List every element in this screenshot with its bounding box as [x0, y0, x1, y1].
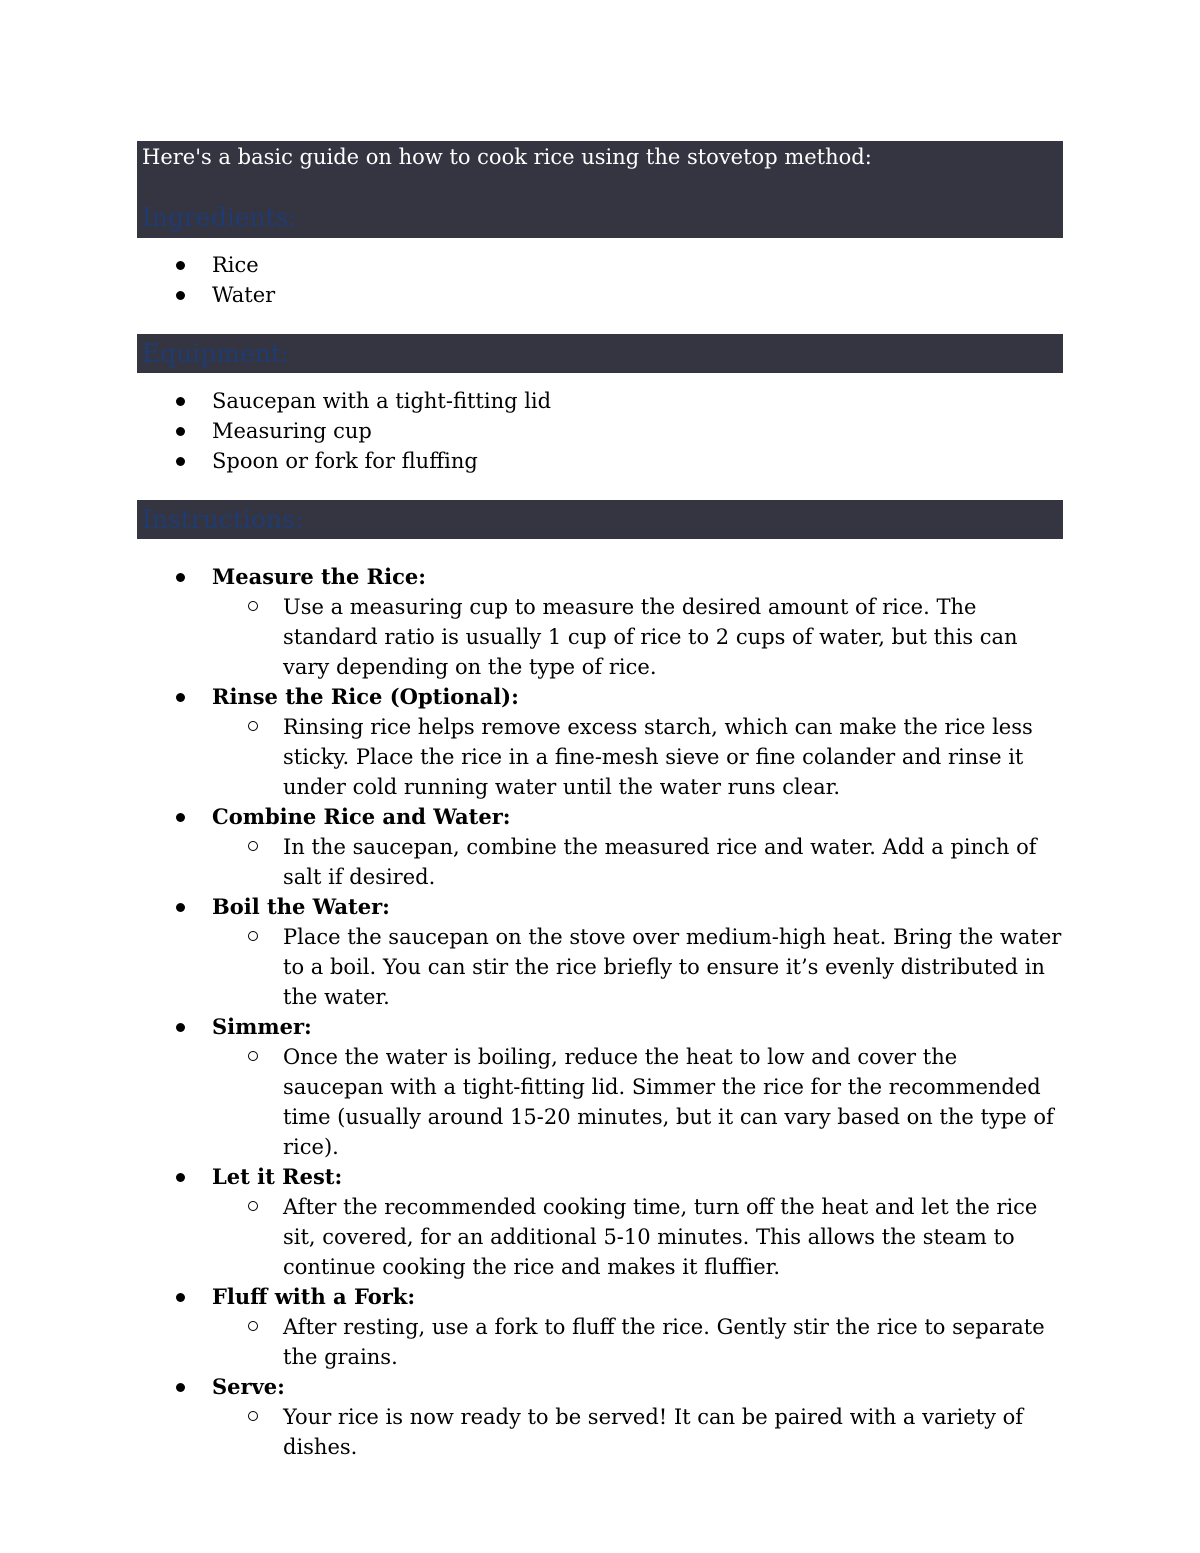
ingredient-label: Rice — [212, 253, 259, 277]
step-detail-text: Once the water is boiling, reduce the heat to low and cover the saucepan with a tight-fitting lid. Simmer the rice for the recommended time (usually around 15-20 minutes, but it can vary based on the type of rice). — [283, 1045, 1054, 1159]
step-title: Measure the Rice: — [212, 564, 427, 589]
bullet-icon — [176, 693, 185, 702]
step-title: Combine Rice and Water: — [212, 804, 511, 829]
step-detail — [212, 592, 1063, 682]
step-detail — [212, 832, 1063, 892]
bullet-icon — [176, 813, 185, 822]
equipment-label: Spoon or fork for fluffing — [212, 449, 478, 473]
step-detail-list — [212, 712, 1200, 802]
step-detail-text: Your rice is now ready to be served! It can be paired with a variety of dishes. — [283, 1405, 1024, 1459]
bullet-icon — [176, 427, 185, 436]
step-detail-list — [212, 922, 1200, 1012]
intro-text: Here's a basic guide on how to cook rice using the stovetop method: — [142, 145, 872, 169]
instructions-heading: Instructions: — [142, 505, 304, 534]
list-item — [0, 416, 1200, 446]
bullet-icon — [176, 1293, 185, 1302]
step-detail-text: Place the saucepan on the stove over medium-high heat. Bring the water to a boil. You can stir the rice briefly to ensure it’s evenly distributed in the water. — [283, 925, 1062, 1009]
bullet-icon — [176, 1023, 185, 1032]
equipment-label: Measuring cup — [212, 419, 372, 443]
step-detail-text: In the saucepan, combine the measured rice and water. Add a pinch of salt if desired. — [283, 835, 1037, 889]
step-detail-list — [212, 592, 1200, 682]
bullet-icon — [176, 1383, 185, 1392]
list-item — [0, 446, 1200, 476]
step-item — [0, 892, 1200, 1012]
ingredient-label: Water — [212, 283, 276, 307]
instructions-list — [0, 562, 1200, 1462]
step-detail-text: Use a measuring cup to measure the desired amount of rice. The standard ratio is usually 1 cup of rice to 2 cups of water, but this can vary depending on the type of rice. — [283, 595, 1018, 679]
step-item — [0, 562, 1200, 682]
list-item — [0, 250, 1200, 280]
step-item — [0, 1372, 1200, 1462]
step-title: Rinse the Rice (Optional): — [212, 684, 519, 709]
step-detail — [212, 1192, 1063, 1282]
list-item — [0, 280, 1200, 310]
ingredients-list — [0, 250, 1200, 310]
step-detail — [212, 712, 1063, 802]
bullet-icon — [176, 291, 185, 300]
step-detail-text: After the recommended cooking time, turn off the heat and let the rice sit, covered, for an additional 5-10 minutes. This allows the steam to continue cooking the rice and makes it fluffier. — [283, 1195, 1038, 1279]
step-title: Let it Rest: — [212, 1164, 343, 1189]
step-title: Fluff with a Fork: — [212, 1284, 416, 1309]
step-item — [0, 1012, 1200, 1162]
step-detail-list — [212, 1042, 1200, 1162]
step-item — [0, 1162, 1200, 1282]
step-detail-text: After resting, use a fork to fluff the rice. Gently stir the rice to separate the grains. — [283, 1315, 1045, 1369]
circle-bullet-icon — [248, 931, 258, 941]
list-item — [0, 386, 1200, 416]
bullet-icon — [176, 903, 185, 912]
equipment-list — [0, 386, 1200, 476]
bullet-icon — [176, 573, 185, 582]
bullet-icon — [176, 457, 185, 466]
step-detail-text: Rinsing rice helps remove excess starch, which can make the rice less sticky. Place the rice in a fine-mesh sieve or fine colander and rinse it under cold running water until the water runs clear. — [283, 715, 1033, 799]
step-detail — [212, 1402, 1063, 1462]
step-detail — [212, 922, 1063, 1012]
step-item — [0, 1282, 1200, 1372]
equipment-label: Saucepan with a tight-fitting lid — [212, 389, 552, 413]
circle-bullet-icon — [248, 841, 258, 851]
step-detail-list — [212, 1402, 1200, 1462]
bullet-icon — [176, 397, 185, 406]
step-detail — [212, 1312, 1063, 1372]
step-item — [0, 802, 1200, 892]
circle-bullet-icon — [248, 1201, 258, 1211]
circle-bullet-icon — [248, 601, 258, 611]
circle-bullet-icon — [248, 1051, 258, 1061]
ingredients-heading: Ingredients: — [142, 203, 297, 232]
step-detail-list — [212, 1312, 1200, 1372]
step-item — [0, 682, 1200, 802]
circle-bullet-icon — [248, 1411, 258, 1421]
step-title: Boil the Water: — [212, 894, 390, 919]
circle-bullet-icon — [248, 721, 258, 731]
equipment-heading: Equipment: — [142, 339, 290, 368]
step-detail-list — [212, 1192, 1200, 1282]
bullet-icon — [176, 261, 185, 270]
step-title: Serve: — [212, 1374, 285, 1399]
step-detail-list — [212, 832, 1200, 892]
step-detail — [212, 1042, 1063, 1162]
circle-bullet-icon — [248, 1321, 258, 1331]
step-title: Simmer: — [212, 1014, 312, 1039]
bullet-icon — [176, 1173, 185, 1182]
